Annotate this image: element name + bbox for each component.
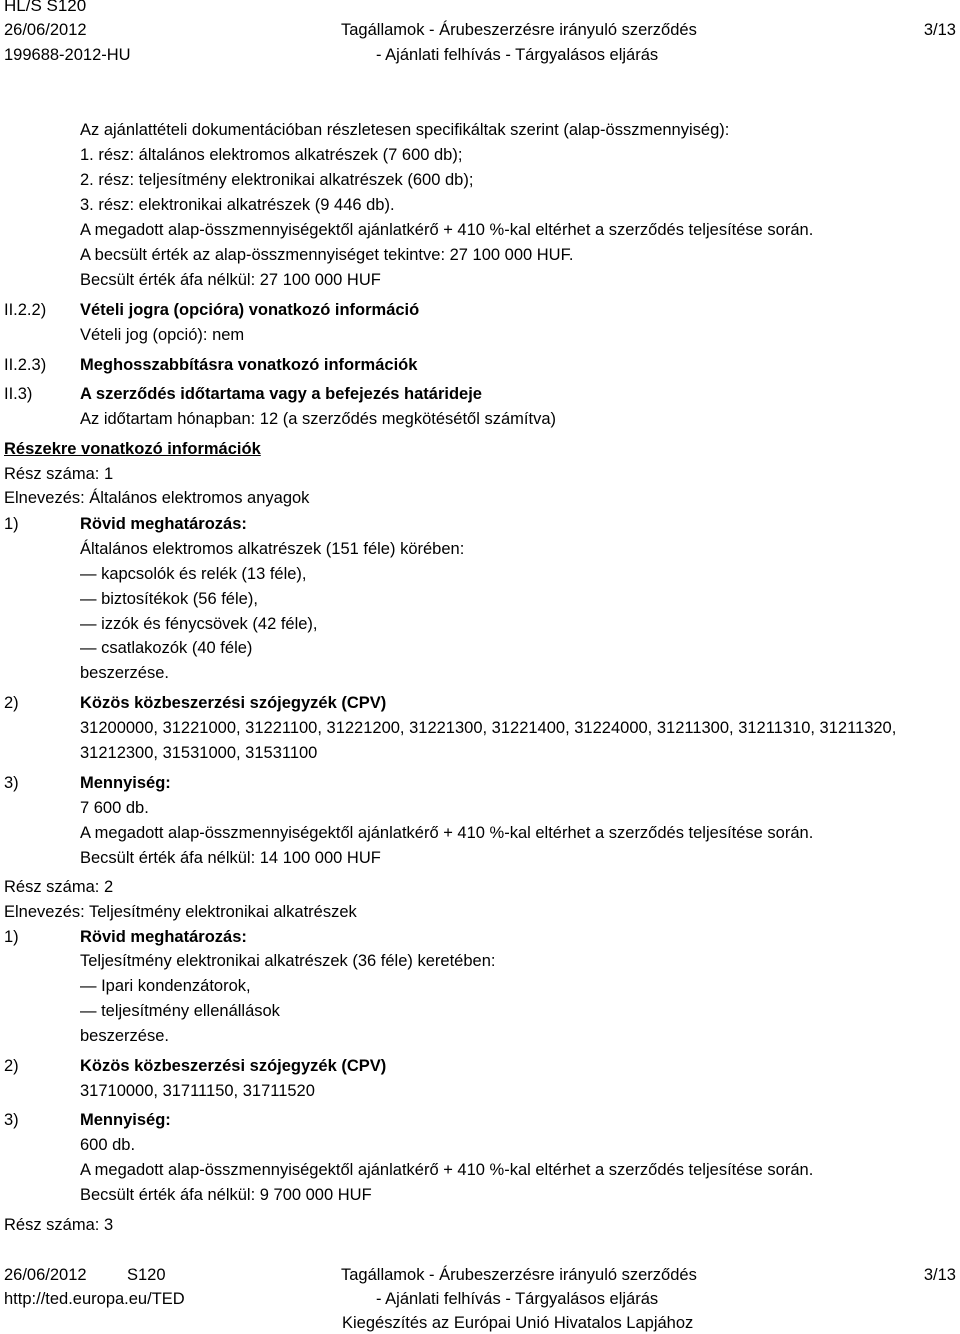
header-page-number: 3/13	[923, 21, 956, 39]
footer-title-line3: Kiegészítés az Európai Unió Hivatalos Lapjához	[342, 1314, 694, 1332]
quantity-estimate: Becsült érték áfa nélkül: 14 100 000 HUF	[80, 849, 381, 867]
cpv-codes: 31200000, 31221000, 31221100, 31221200, 31221300, 31221400, 31224000, 31211300, 31211310, 31211320,	[80, 719, 897, 737]
part-number: Rész száma: 1	[4, 465, 114, 483]
footer-date: 26/06/2012	[4, 1266, 87, 1284]
cpv-codes: 31212300, 31531000, 31531100	[80, 744, 318, 762]
part-name: Elnevezés: Általános elektromos anyagok	[4, 489, 310, 507]
item-number: 3)	[4, 774, 19, 792]
parts-heading: Részekre vonatkozó információk	[4, 440, 261, 458]
footer-series: S120	[127, 1266, 166, 1284]
item-label: Közös közbeszerzési szójegyzék (CPV)	[80, 694, 387, 712]
item-label: Rövid meghatározás:	[80, 928, 247, 946]
item-number: 2)	[4, 1057, 19, 1075]
item-label: Mennyiség:	[80, 1111, 171, 1129]
intro-line: Az ajánlattételi dokumentációban részletesen specifikáltak szerint (alap-összmennyiség):	[80, 121, 730, 139]
item-label: Mennyiség:	[80, 774, 171, 792]
intro-item: 3. rész: elektronikai alkatrészek (9 446 db).	[80, 196, 395, 214]
section-title: Vételi jogra (opcióra) vonatkozó információ	[80, 301, 420, 319]
desc-item: — Ipari kondenzátorok,	[80, 977, 251, 995]
cpv-codes: 31710000, 31711150, 31711520	[80, 1082, 315, 1100]
quantity-value: 7 600 db.	[80, 799, 149, 817]
desc-item: — teljesítmény ellenállások	[80, 1002, 280, 1020]
header-title-line2: - Ajánlati felhívás - Tárgyalásos eljárás	[376, 46, 659, 64]
item-label: Közös közbeszerzési szójegyzék (CPV)	[80, 1057, 387, 1075]
item-label: Rövid meghatározás:	[80, 515, 247, 533]
desc-item: — izzók és fénycsövek (42 féle),	[80, 615, 318, 633]
intro-variation: A megadott alap-összmennyiségektől ajánlatkérő + 410 %-kal eltérhet a szerződés teljesítése során.	[80, 221, 814, 239]
section-title: A szerződés időtartama vagy a befejezés határideje	[80, 385, 482, 403]
desc-item: — kapcsolók és relék (13 féle),	[80, 565, 307, 583]
intro-estimate-net: Becsült érték áfa nélkül: 27 100 000 HUF	[80, 271, 381, 289]
intro-item: 1. rész: általános elektromos alkatrészek (7 600 db);	[80, 146, 463, 164]
desc-end: beszerzése.	[80, 1027, 169, 1045]
section-number: II.2.2)	[4, 301, 47, 319]
desc-end: beszerzése.	[80, 664, 169, 682]
header-date: 26/06/2012	[4, 21, 87, 39]
footer-page-number: 3/13	[923, 1266, 956, 1284]
desc-intro: Általános elektromos alkatrészek (151 féle) körében:	[80, 540, 465, 558]
section-text: Vételi jog (opció): nem	[80, 326, 245, 344]
desc-intro: Teljesítmény elektronikai alkatrészek (36 féle) keretében:	[80, 952, 496, 970]
part-number: Rész száma: 3	[4, 1216, 114, 1234]
intro-estimate: A becsült érték az alap-összmennyiséget tekintve: 27 100 000 HUF.	[80, 246, 574, 264]
footer-url[interactable]: http://ted.europa.eu/TED	[4, 1290, 185, 1308]
section-number: II.2.3)	[4, 356, 47, 374]
part-number: Rész száma: 2	[4, 878, 114, 896]
item-number: 2)	[4, 694, 19, 712]
desc-item: — csatlakozók (40 féle)	[80, 639, 253, 657]
item-number: 3)	[4, 1111, 19, 1129]
header-title-line1: Tagállamok - Árubeszerzésre irányuló szerződés	[341, 21, 697, 39]
quantity-variation: A megadott alap-összmennyiségektől ajánlatkérő + 410 %-kal eltérhet a szerződés teljesítése során.	[80, 824, 814, 842]
item-number: 1)	[4, 515, 19, 533]
section-text: Az időtartam hónapban: 12 (a szerződés megkötésétől számítva)	[80, 410, 556, 428]
footer-title-line2: - Ajánlati felhívás - Tárgyalásos eljárás	[376, 1290, 659, 1308]
footer-title-line1: Tagállamok - Árubeszerzésre irányuló szerződés	[341, 1266, 697, 1284]
quantity-estimate: Becsült érték áfa nélkül: 9 700 000 HUF	[80, 1186, 372, 1204]
section-number: II.3)	[4, 385, 33, 403]
intro-item: 2. rész: teljesítmény elektronikai alkatrészek (600 db);	[80, 171, 474, 189]
section-title: Meghosszabbításra vonatkozó információk	[80, 356, 418, 374]
desc-item: — biztosítékok (56 féle),	[80, 590, 258, 608]
item-number: 1)	[4, 928, 19, 946]
doc-id: HL/S S120	[4, 0, 87, 15]
page-footer	[0, 1262, 960, 1334]
part-name: Elnevezés: Teljesítmény elektronikai alkatrészek	[4, 903, 357, 921]
page-header	[0, 0, 960, 72]
quantity-value: 600 db.	[80, 1136, 136, 1154]
quantity-variation: A megadott alap-összmennyiségektől ajánlatkérő + 410 %-kal eltérhet a szerződés teljesítése során.	[80, 1161, 814, 1179]
reference-number: 199688-2012-HU	[4, 46, 131, 64]
